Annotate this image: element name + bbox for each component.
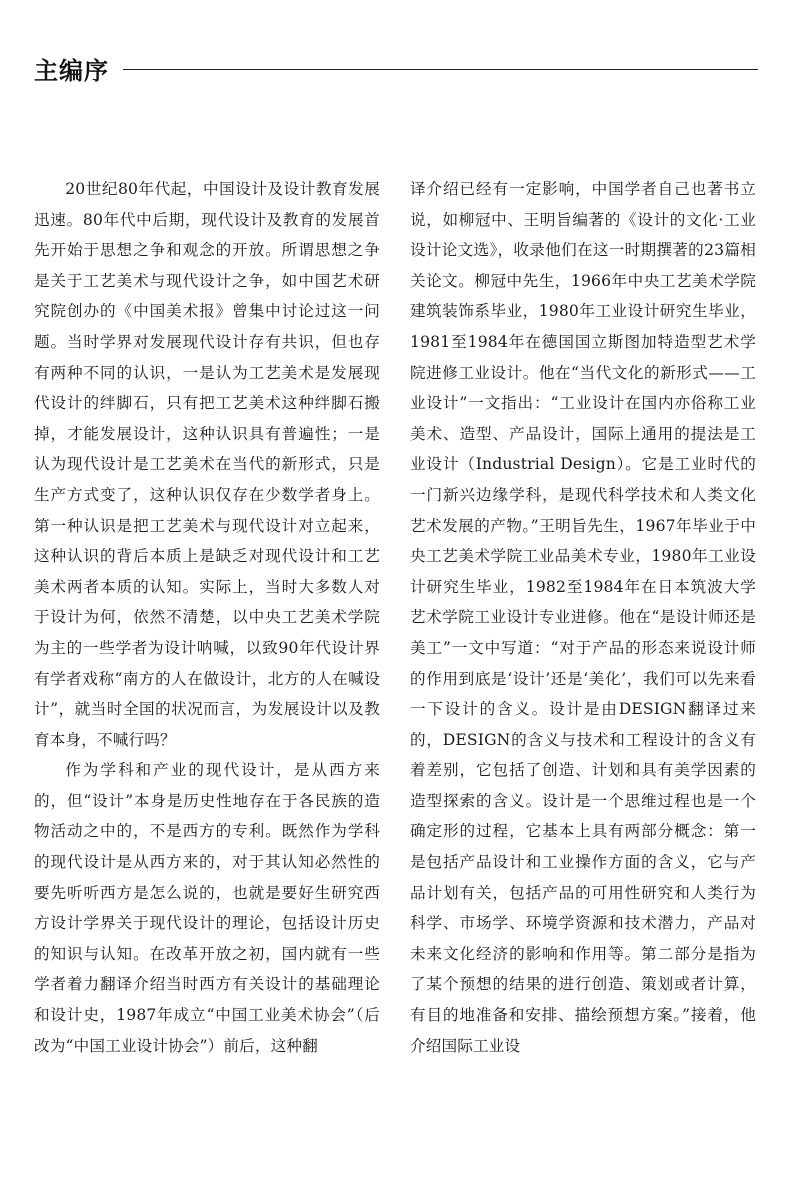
paragraph: 20世纪80年代起，中国设计及设计教育发展迅速。80年代中后期，现代设计及教育的发展首先开始于思想之争和观念的开放。所谓思想之争是关于工艺美术与现代设计之争，如中国艺术研究院创办的《中国美术报》曾集中讨论过这一问题。当时学界对发展现代设计存有共识，但也存有两种不同的认识，一是认为工艺美术是发展现代设计的绊脚石，只有把工艺美术这种绊脚石搬掉，才能发展设计，这种认识具有普遍性；一是认为现代设计是工艺美术在当代的新形式，只是生产方式变了，这种认识仅存在少数学者身上。第一种认识是把工艺美术与现代设计对立起来，这种认识的背后本质上是缺乏对现代设计和工艺美术两者本质的认知。实际上，当时大多数人对于设计为何，依然不清楚，以中央工艺美术学院为主的一些学者为设计呐喊，以致90年代设计界有学者戏称“南方的人在做设计，北方的人在喊设计”，就当时全国的状况而言，为发展设计以及教育本身，不喊行吗？ <box>34 180 380 749</box>
section-title: 主编序 <box>34 56 109 85</box>
paragraph: 译介绍已经有一定影响，中国学者自己也著书立说，如柳冠中、王明旨编著的《设计的文化·工业设计论文选》，收录他们在这一时期撰著的23篇相关论文。柳冠中先生，1966年中央工艺美术学院建筑装饰系毕业，1980年工业设计研究生毕业，1981至1984年在德国国立斯图加特造型艺术学院进修工业设计。他在“当代文化的新形式——工业设计”一文指出：“工业设计在国内亦俗称工业美术、造型、产品设计，国际上通用的提法是工业设计（Industrial Design）。它是工业时代的一门新兴边缘学科，是现代科学技术和人类文化艺术发展的产物。”王明旨先生，1967年毕业于中央工艺美术学院工业品美术专业，1980年工业设计研究生毕业，1982至1984年在日本筑波大学艺术学院工业设计专业进修。他在“是设计师还是美工”一文中写道：“对于产品的形态来说设计师的作用到底是‘设计’还是‘美化’，我们可以先来看一下设计的含义。设计是由DESIGN翻译过来的，DESIGN的含义与技术和工程设计的含义有着差别，它包括了创造、计划和具有美学因素的造型探索的含义。设计是一个思维过程也是一个确定形的过程，它基本上具有两部分概念：第一是包括产品设计和工业操作方面的含义，它与产品计划有关，包括产品的可用性研究和人类行为科学、市场学、环境学资源和技术潜力，产品对未来文化经济的影响和作用等。第二部分是指为了某个预想的结果的进行创造、策划或者计算，有目的地准备和安排、描绘预想方案。”接着，他介绍国际工业设 <box>410 180 756 1055</box>
header-rule <box>123 69 758 70</box>
text-column-right <box>410 174 756 1061</box>
page-header <box>34 48 758 88</box>
paragraph: 作为学科和产业的现代设计，是从西方来的，但“设计”本身是历史性地存在于各民族的造物活动之中的，不是西方的专利。既然作为学科的现代设计是从西方来的，对于其认知必然性的要先听听西方是怎么说的，也就是要好生研究西方设计学界关于现代设计的理论，包括设计历史的知识与认知。在改革开放之初，国内就有一些学者着力翻译介绍当时西方有关设计的基础理论和设计史，1987年成立“中国工业美术协会”（后改为“中国工业设计协会”）前后，这种翻 <box>34 761 380 1055</box>
text-column-left <box>34 174 380 1061</box>
